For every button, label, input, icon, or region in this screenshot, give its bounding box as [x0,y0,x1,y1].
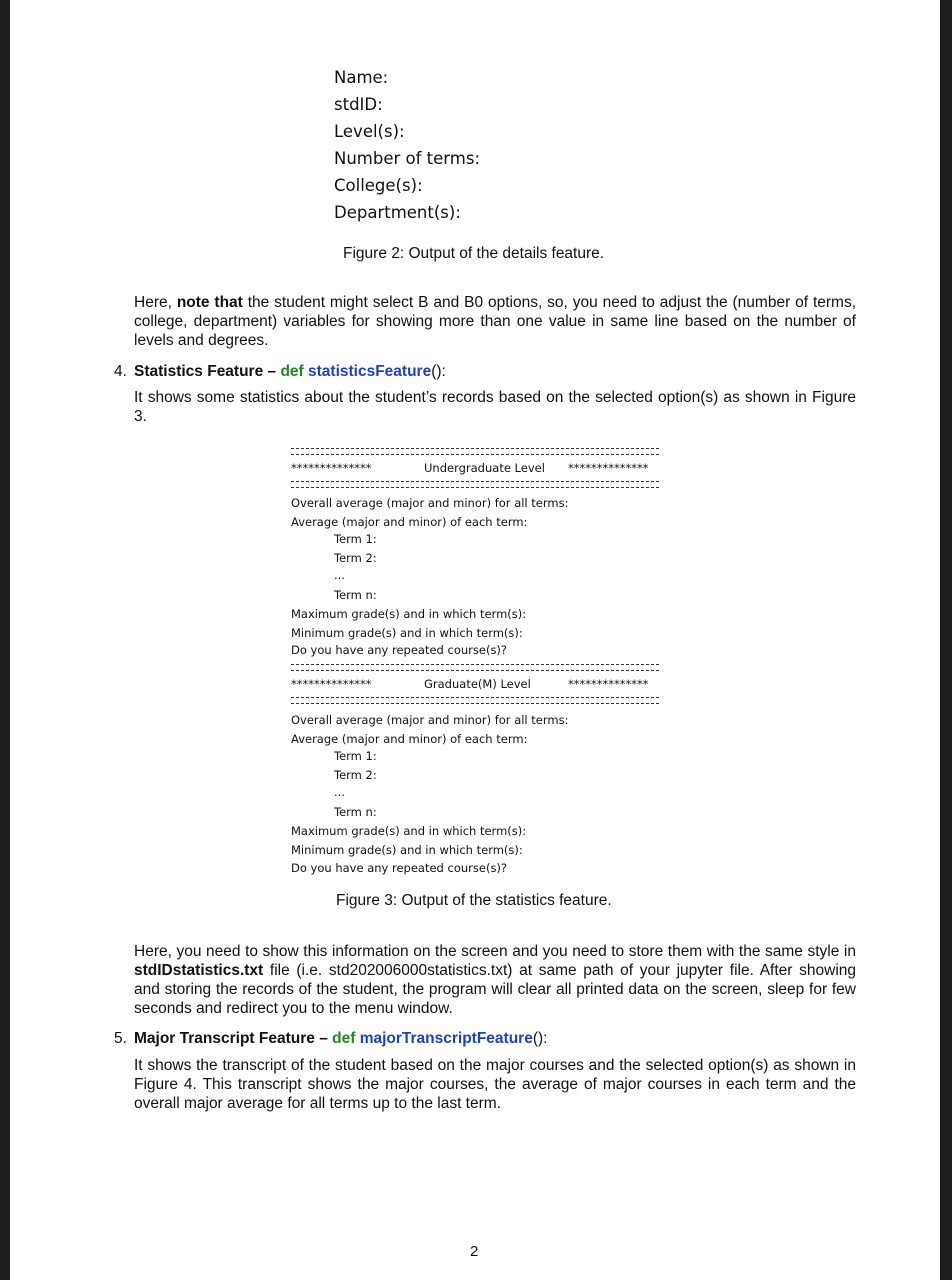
section4-number: 4. [114,363,127,380]
document-page [10,0,940,1280]
paragraph-note [134,293,856,350]
para1-bold: note that [176,294,243,311]
para2-prefix: Here, you need to show this information on the screen and you need to store them with the same style in [134,943,856,960]
para1-rest: the student might select B and B0 options, so, you need to adjust the (number of terms, college, department) variables for showing more than one value in same line based on the number of levels and degrees. [134,294,857,349]
stat-line: Maximum grade(s) and in which term(s): [291,607,527,621]
separator [291,697,659,704]
stars-right: ************** [568,461,649,475]
level-title-undergrad: Undergraduate Level [424,461,545,475]
section5-def: def [332,1030,356,1047]
section5-title: Major Transcript Feature – [134,1030,333,1047]
stat-line: Average (major and minor) of each term: [291,732,528,746]
term-ellipsis: ... [334,568,345,582]
field-number-of-terms: Number of terms: [334,149,481,168]
stat-line: Do you have any repeated course(s)? [291,643,508,657]
para1-prefix: Here, [134,294,177,311]
term-line: Term 1: [334,532,377,546]
separator [291,664,659,671]
section4-title: Statistics Feature – [134,363,281,380]
section5-body: It shows the transcript of the student based on the major courses and the selected option(s) as shown in Figure 4. This transcript shows the major courses, the average of major courses in each term and the overall major average for all terms up to the last term. [134,1057,856,1112]
section5-parens: (): [532,1030,548,1047]
section5-func: majorTranscriptFeature [359,1030,533,1047]
term-line: Term 2: [334,551,377,565]
section5-number: 5. [114,1030,127,1047]
separator [291,448,659,455]
stat-line: Overall average (major and minor) for all terms: [291,496,569,510]
section4-parens: (): [431,363,446,380]
paragraph-store [134,942,856,1018]
stat-line: Overall average (major and minor) for all terms: [291,713,569,727]
section4-body: It shows some statistics about the student’s records based on the selected option(s) as shown in Figure 3. [134,389,856,425]
stars-left: ************** [291,677,372,691]
field-name: Name: [334,68,389,87]
separator [291,481,659,488]
term-line: Term n: [334,588,377,602]
stat-line: Do you have any repeated course(s)? [291,861,508,875]
field-levels: Level(s): [334,122,405,141]
field-stdid: stdID: [334,95,383,114]
stat-line: Maximum grade(s) and in which term(s): [291,824,527,838]
section4-def: def [280,363,304,380]
stat-line: Minimum grade(s) and in which term(s): [291,843,523,857]
stat-line: Minimum grade(s) and in which term(s): [291,626,523,640]
figure2-caption: Figure 2: Output of the details feature. [343,245,605,262]
figure3-caption: Figure 3: Output of the statistics feature. [336,892,612,909]
term-line: Term 2: [334,768,377,782]
term-line: Term 1: [334,749,377,763]
stat-line: Average (major and minor) of each term: [291,515,528,529]
section4-func: statisticsFeature [308,363,432,380]
stars-left: ************** [291,461,372,475]
section4-heading [134,363,446,381]
section5-heading [134,1030,547,1048]
field-departments: Department(s): [334,203,461,222]
para2-rest: file (i.e. std202006000statistics.txt) at same path of your jupyter file. After showing and storing the records of the student, the program will clear all printed data on the screen, sleep for few seconds and redirect you to the menu window. [134,962,856,1017]
level-title-graduate: Graduate(M) Level [424,677,531,691]
term-line: Term n: [334,805,377,819]
field-colleges: College(s): [334,176,423,195]
stars-right: ************** [568,677,649,691]
para2-bold: stdIDstatistics.txt [134,962,264,979]
page-number: 2 [470,1243,479,1260]
term-ellipsis: ... [334,785,345,799]
